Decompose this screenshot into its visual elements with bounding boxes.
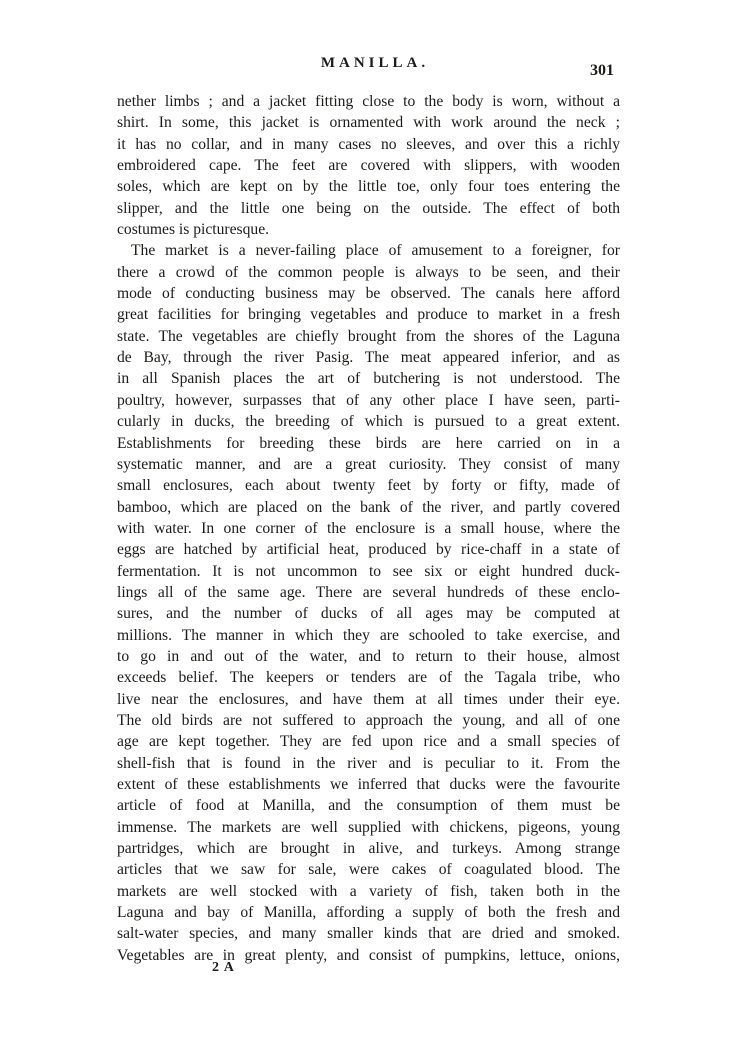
body-text	[117, 91, 620, 966]
text-line: costumes is picturesque.	[117, 221, 270, 239]
text-line: article of food at Manilla, and the consumption of them must be	[117, 797, 620, 815]
text-line: mode of conducting business may be observed. The canals here afford	[117, 285, 620, 303]
text-line: age are kept together. They are fed upon rice and a small species of	[117, 733, 620, 751]
text-line: state. The vegetables are chiefly brought from the shores of the Laguna	[117, 327, 620, 345]
text-line: extent of these establishments we inferred that ducks were the favourite	[117, 776, 620, 793]
text-line: small enclosures, each about twenty feet by forty or fifty, made of	[117, 477, 620, 495]
text-line: millions. The manner in which they are schooled to take exercise, and	[117, 626, 620, 644]
text-line: articles that we saw for sale, were cakes of coagulated blood. The	[117, 861, 620, 879]
text-line: shell-fish that is found in the river and is peculiar to it. From the	[117, 754, 620, 772]
text-line: markets are well stocked with a variety of fish, taken both in the	[117, 882, 620, 900]
text-line: to go in and out of the water, and to return to their house, almost	[117, 647, 620, 665]
text-line: immense. The markets are well supplied with chickens, pigeons, young	[117, 818, 620, 836]
page-number: 301	[590, 62, 614, 79]
text-line: sures, and the number of ducks of all ages may be computed at	[117, 605, 620, 623]
text-line: lings all of the same age. There are several hundreds of these enclo-	[117, 583, 620, 601]
text-line: with water. In one corner of the enclosure is a small house, where the	[117, 519, 620, 537]
text-line: eggs are hatched by artificial heat, produced by rice-chaff in a state of	[117, 541, 620, 559]
text-line: live near the enclosures, and have them at all times under their eye.	[117, 690, 620, 708]
text-line: cularly in ducks, the breeding of which is pursued to a great extent.	[117, 413, 620, 431]
text-line: partridges, which are brought in alive, and turkeys. Among strange	[117, 840, 620, 858]
running-head	[0, 55, 750, 79]
text-line: poultry, however, surpasses that of any other place I have seen, parti-	[117, 391, 620, 409]
text-line: it has no collar, and in many cases no sleeves, and over this a richly	[117, 135, 620, 153]
text-line: shirt. In some, this jacket is ornamented with work around the neck ;	[117, 114, 620, 132]
text-line: there a crowd of the common people is always to be seen, and their	[117, 263, 620, 281]
text-line: fermentation. It is not uncommon to see six or eight hundred duck-	[117, 562, 620, 580]
text-line: systematic manner, and are a great curiosity. They consist of many	[117, 455, 620, 473]
text-line: The old birds are not suffered to approach the young, and all of one	[117, 711, 620, 729]
text-line: Vegetables are in great plenty, and consist of pumpkins, lettuce, onions,	[117, 946, 620, 964]
text-line: slipper, and the little one being on the outside. The effect of both	[117, 199, 620, 217]
text-line: de Bay, through the river Pasig. The meat appeared inferior, and as	[117, 349, 620, 367]
running-title: MANILLA.	[320, 55, 430, 71]
text-line: Establishments for breeding these birds are here carried on in a	[117, 434, 620, 452]
text-line: soles, which are kept on by the little toe, only four toes entering the	[117, 178, 620, 196]
text-line: nether limbs ; and a jacket fitting close to the body is worn, without a	[117, 93, 620, 110]
text-line: exceeds belief. The keepers or tenders are of the Tagala tribe, who	[117, 669, 620, 687]
text-line: in all Spanish places the art of butchering is not understood. The	[117, 370, 620, 388]
signature-mark: 2 A	[212, 960, 235, 975]
text-line: The market is a never-failing place of amusement to a foreigner, for	[131, 242, 620, 260]
text-line: bamboo, which are placed on the bank of the river, and partly covered	[117, 498, 620, 516]
text-line: salt-water species, and many smaller kinds that are dried and smoked.	[117, 925, 620, 943]
text-line: great facilities for bringing vegetables and produce to market in a fresh	[117, 306, 620, 324]
text-line: Laguna and bay of Manilla, affording a supply of both the fresh and	[117, 904, 620, 922]
text-line: embroidered cape. The feet are covered with slippers, with wooden	[117, 157, 620, 175]
